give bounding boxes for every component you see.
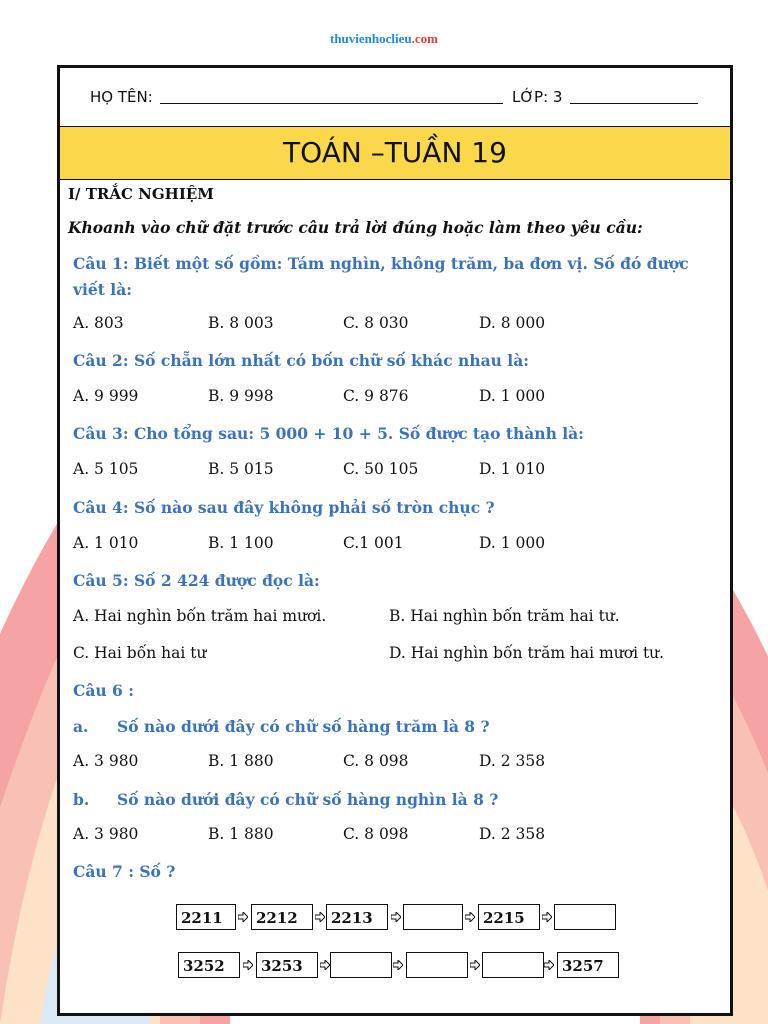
- q5-option-a: A. Hai nghìn bốn trăm hai mươi.: [73, 607, 327, 625]
- site-name: thuvienhoclieu: [330, 31, 412, 46]
- sequence-box: 2212: [251, 904, 313, 930]
- sequence-box: 3252: [178, 952, 240, 978]
- q4-option-d: D. 1 000: [479, 534, 546, 552]
- arrow-right-icon: [391, 912, 401, 922]
- q6b-option-b: B. 1 880: [208, 825, 274, 843]
- q6a-label: a.: [73, 717, 89, 736]
- arrow-right-icon: [320, 960, 330, 970]
- instruction-text: Khoanh vào chữ đặt trước câu trả lời đúng hoặc làm theo yêu cầu:: [68, 218, 643, 237]
- number-sequence-row-1: [60, 904, 730, 934]
- class-blank-line: [570, 103, 698, 104]
- section-heading: I/ TRẮC NGHIỆM: [68, 185, 214, 203]
- question-2: Câu 2: Số chẵn lớn nhất có bốn chữ số khác nhau là:: [73, 351, 529, 370]
- question-3: Câu 3: Cho tổng sau: 5 000 + 10 + 5. Số được tạo thành là:: [73, 424, 584, 443]
- q6b-label: b.: [73, 790, 90, 809]
- q4-option-b: B. 1 100: [208, 534, 274, 552]
- arrow-right-icon: [465, 912, 475, 922]
- sequence-box: 2215: [478, 904, 540, 930]
- arrow-right-icon: [238, 912, 248, 922]
- sequence-box: 2211: [176, 904, 236, 930]
- q3-option-a: A. 5 105: [73, 460, 139, 478]
- q4-option-c: C.1 001: [343, 534, 404, 552]
- name-label: HỌ TÊN:: [90, 88, 153, 106]
- q4-option-a: A. 1 010: [73, 534, 139, 552]
- q2-option-c: C. 9 876: [343, 387, 409, 405]
- question-7: Câu 7 : Số ?: [73, 862, 176, 881]
- q6a-option-a: A. 3 980: [73, 752, 139, 770]
- arrow-right-icon: [542, 912, 552, 922]
- q6a-option-c: C. 8 098: [343, 752, 409, 770]
- q6b-option-a: A. 3 980: [73, 825, 139, 843]
- question-4: Câu 4: Số nào sau đây không phải số tròn chục ?: [73, 498, 495, 517]
- q5-option-c: C. Hai bốn hai tư: [73, 644, 207, 662]
- q1-option-d: D. 8 000: [479, 314, 546, 332]
- q1-option-c: C. 8 030: [343, 314, 409, 332]
- q6b-option-d: D. 2 358: [479, 825, 546, 843]
- sequence-blank-box[interactable]: [554, 904, 616, 930]
- worksheet-frame: [57, 65, 733, 1016]
- q6b-text: Số nào dưới đây có chữ số hàng nghìn là 8 ?: [117, 790, 499, 809]
- q6a-text: Số nào dưới đây có chữ số hàng trăm là 8 ?: [117, 717, 490, 736]
- sequence-box: 2213: [326, 904, 388, 930]
- q1-option-a: A. 803: [73, 314, 124, 332]
- sequence-blank-box[interactable]: [330, 952, 392, 978]
- sequence-blank-box[interactable]: [482, 952, 544, 978]
- number-sequence-row-2: [60, 952, 730, 982]
- q2-option-d: D. 1 000: [479, 387, 546, 405]
- q5-option-d: D. Hai nghìn bốn trăm hai mươi tư.: [389, 644, 665, 662]
- arrow-right-icon: [315, 912, 325, 922]
- arrow-right-icon: [393, 960, 403, 970]
- class-label: LỚP: 3: [512, 88, 563, 106]
- site-domain: .com: [411, 31, 438, 46]
- q1-option-b: B. 8 003: [208, 314, 274, 332]
- arrow-right-icon: [470, 960, 480, 970]
- q5-option-b: B. Hai nghìn bốn trăm hai tư.: [389, 607, 620, 625]
- q6a-option-b: B. 1 880: [208, 752, 274, 770]
- q3-option-d: D. 1 010: [479, 460, 546, 478]
- worksheet-title: TOÁN –TUẦN 19: [60, 126, 730, 180]
- sequence-blank-box[interactable]: [406, 952, 468, 978]
- q6a-option-d: D. 2 358: [479, 752, 546, 770]
- arrow-right-icon: [243, 960, 253, 970]
- q2-option-b: B. 9 998: [208, 387, 274, 405]
- arrow-right-icon: [544, 960, 554, 970]
- sequence-box: 3253: [256, 952, 318, 978]
- q3-option-b: B. 5 015: [208, 460, 274, 478]
- sequence-blank-box[interactable]: [403, 904, 463, 930]
- student-info-header: [60, 68, 730, 126]
- question-5: Câu 5: Số 2 424 được đọc là:: [73, 571, 320, 590]
- site-watermark: [0, 31, 768, 47]
- sequence-box: 3257: [557, 952, 619, 978]
- q2-option-a: A. 9 999: [73, 387, 139, 405]
- q6b-option-c: C. 8 098: [343, 825, 409, 843]
- q3-option-c: C. 50 105: [343, 460, 419, 478]
- question-6: Câu 6 :: [73, 681, 134, 700]
- question-1: Câu 1: Biết một số gồm: Tám nghìn, không trăm, ba đơn vị. Số đó được viết là:: [73, 254, 689, 299]
- name-blank-line: [160, 103, 503, 104]
